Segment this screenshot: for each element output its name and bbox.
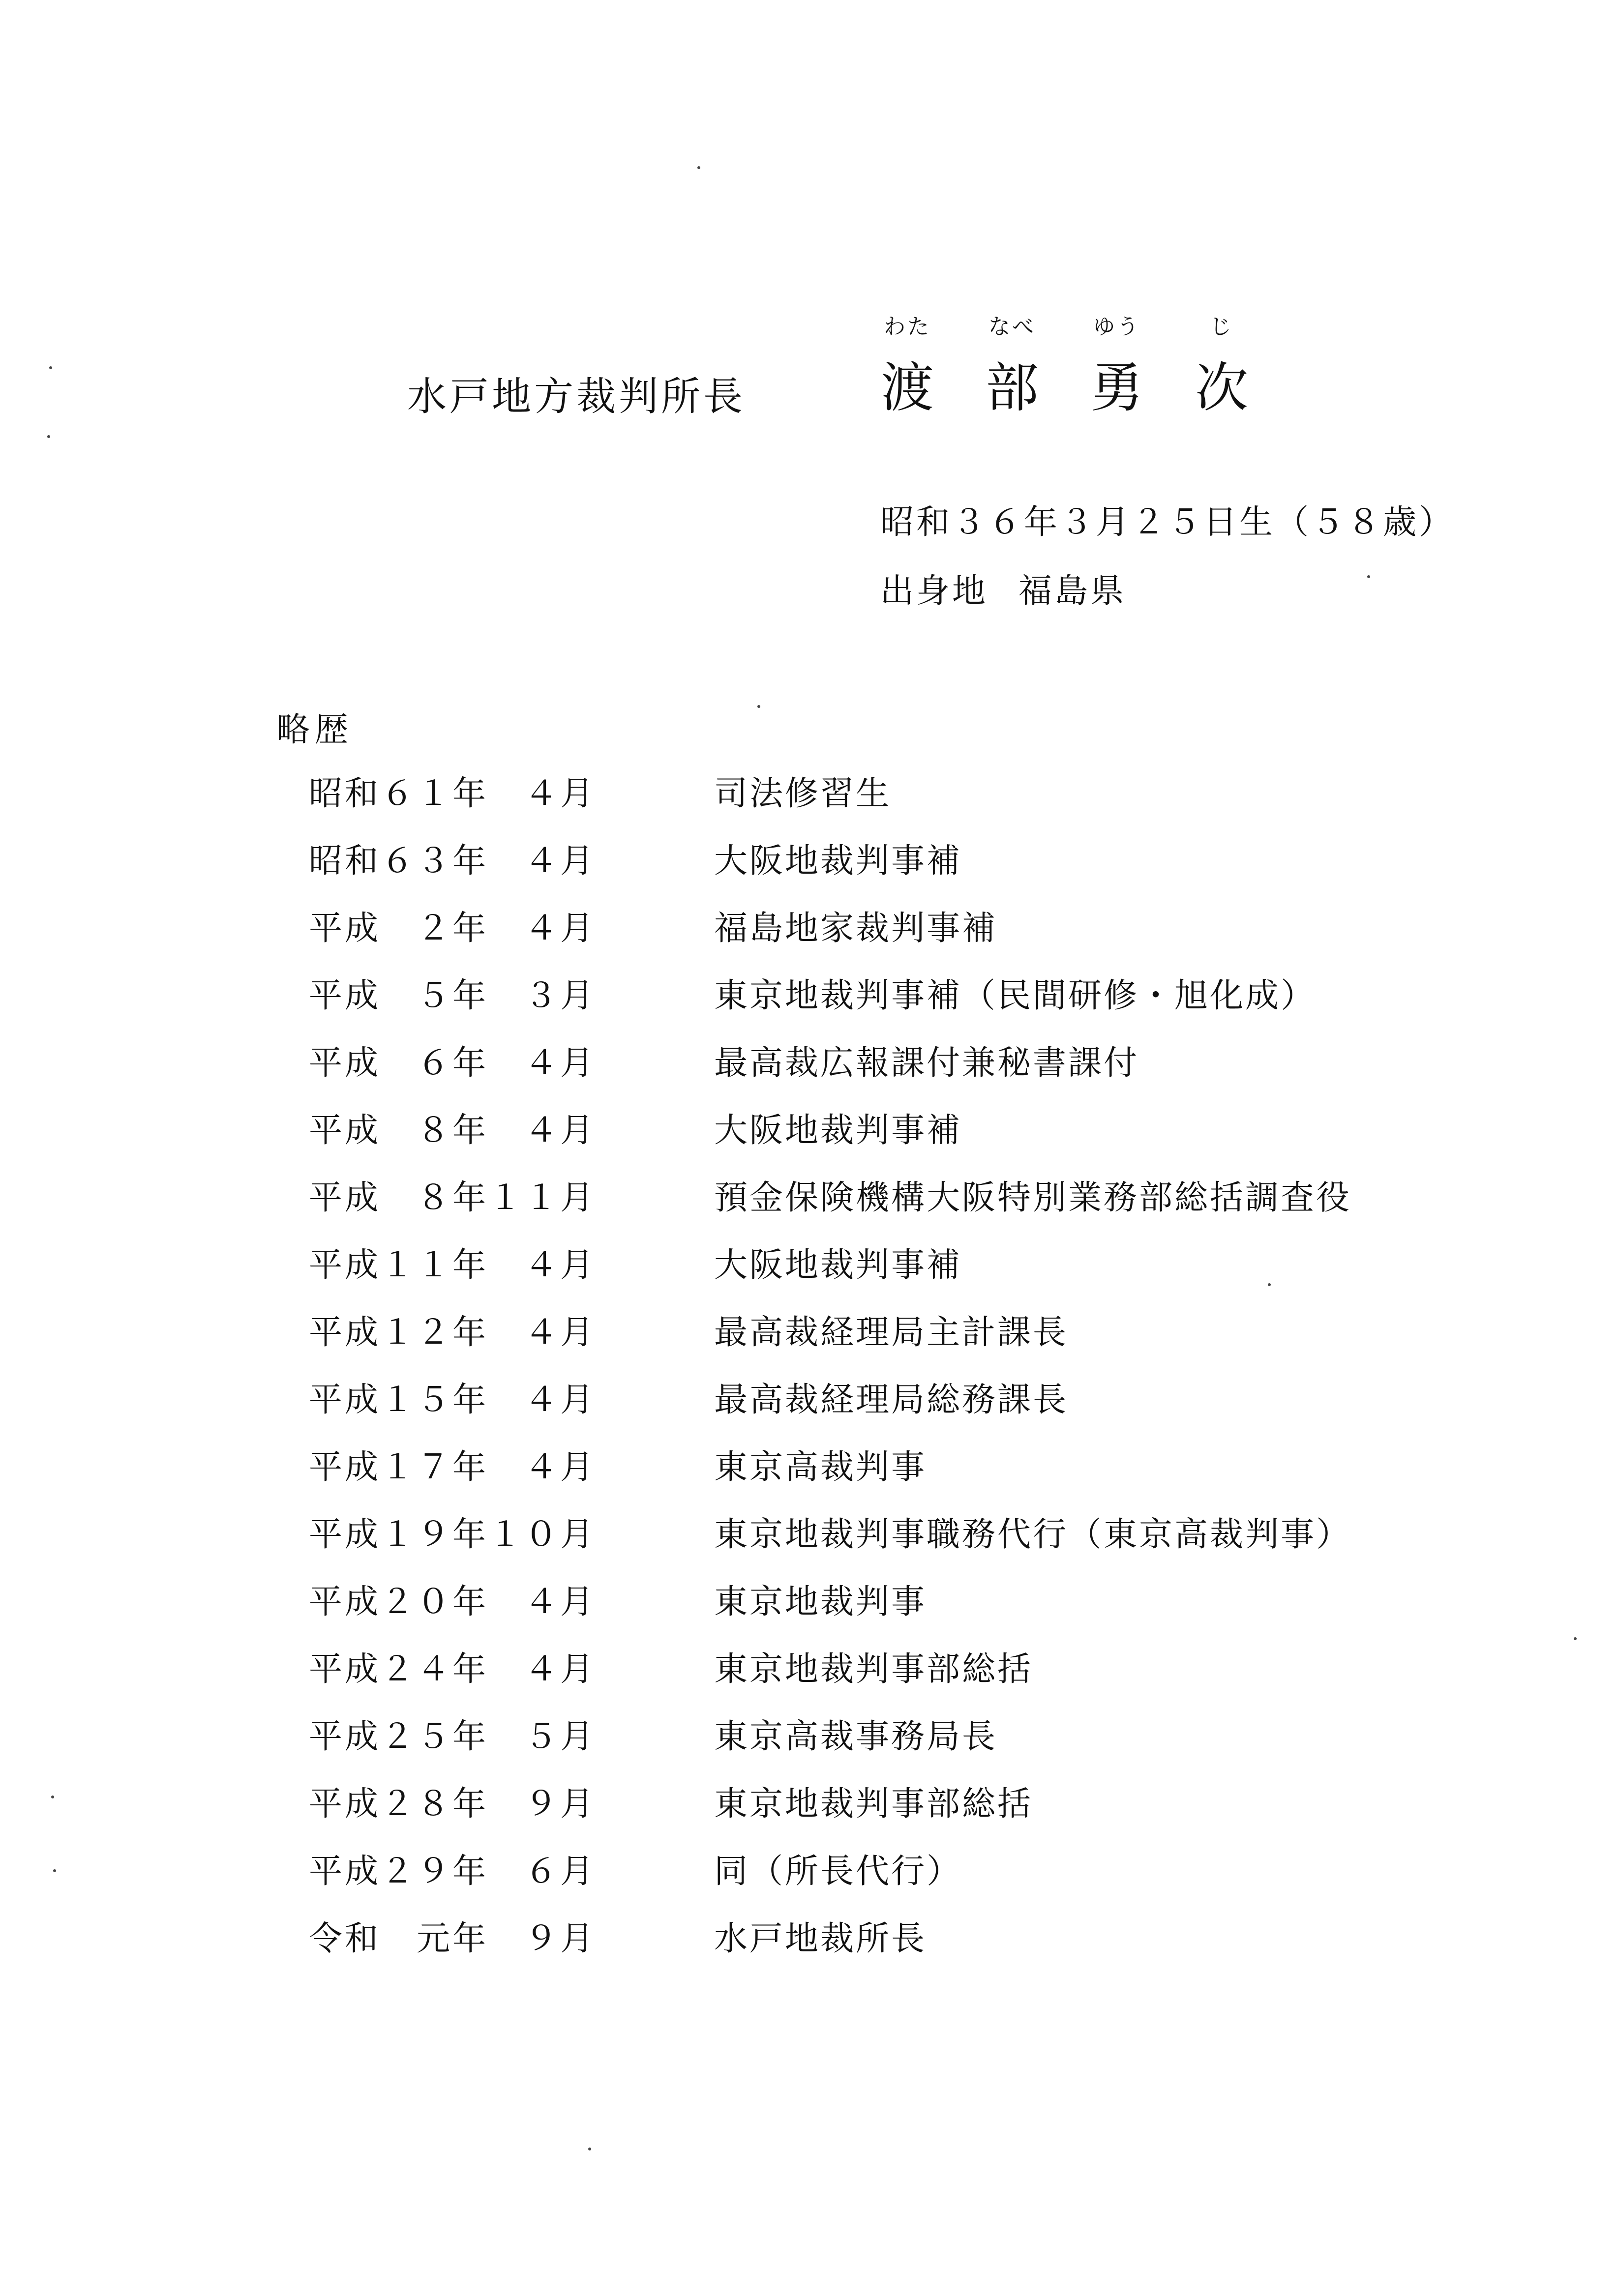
name-char: 勇 [1090,357,1143,419]
career-row [0,1104,1617,1163]
career-date: 平成２８年 ９月 [309,1785,597,1824]
scan-speck [1268,1283,1271,1286]
career-date: 平成１１年 ４月 [309,1246,597,1285]
career-row [0,834,1617,893]
career-row [0,1306,1617,1365]
career-position: 最高裁経理局総務課長 [714,1381,1069,1419]
career-position: 大阪地裁判事補 [714,1246,962,1285]
career-row [0,1373,1617,1432]
birth-date: 昭和３６年３月２５日生（５８歳） [880,503,1455,542]
career-row [0,1845,1617,1904]
scan-speck [697,166,700,169]
career-date: 平成１７年 ４月 [309,1448,597,1487]
career-row [0,1171,1617,1230]
career-row [0,1643,1617,1702]
career-date: 平成 ５年 ３月 [309,976,597,1015]
career-date: 平成２５年 ５月 [309,1717,597,1756]
career-position: 東京地裁判事部総括 [714,1785,1033,1824]
scan-speck [1574,1637,1577,1640]
name-ruby: じ [1210,314,1233,339]
name-char: 渡 [880,357,934,419]
career-row [0,902,1617,961]
person-name [875,315,1269,423]
career-position: 東京地裁判事 [714,1583,927,1621]
career-date: 平成２９年 ６月 [309,1852,597,1891]
birthplace-label: 出身地 [880,572,988,611]
scan-speck [53,1869,56,1872]
career-position: 大阪地裁判事補 [714,842,962,881]
career-row [0,1036,1617,1095]
career-position: 福島地家裁判事補 [714,909,998,948]
scan-speck [1367,575,1370,578]
career-row [0,969,1617,1028]
career-heading: 略歴 [276,710,354,749]
career-position: 最高裁広報課付兼秘書課付 [714,1044,1139,1083]
career-date: 昭和６１年 ４月 [309,774,597,813]
career-date: 平成２４年 ４月 [309,1650,597,1689]
scan-speck [757,705,760,708]
career-date: 平成 ６年 ４月 [309,1044,597,1083]
scan-speck [47,435,50,438]
career-date: 平成１２年 ４月 [309,1313,597,1352]
career-position: 東京高裁事務局長 [714,1717,998,1756]
career-row [0,767,1617,826]
career-date: 平成１９年１０月 [309,1515,597,1554]
office-title: 水戸地方裁判所長 [407,374,746,419]
career-row [0,1912,1617,1971]
career-row [0,1441,1617,1500]
name-char: 部 [985,357,1039,419]
career-row [0,1777,1617,1836]
career-position: 水戸地裁所長 [714,1919,927,1958]
career-date: 平成１５年 ４月 [309,1381,597,1419]
career-date: 昭和６３年 ４月 [309,842,597,881]
career-position: 東京高裁判事 [714,1448,927,1487]
scan-speck [49,366,52,369]
career-position: 東京地裁判事職務代行（東京高裁判事） [714,1515,1352,1554]
career-position: 東京地裁判事部総括 [714,1650,1033,1689]
career-position: 預金保険機構大阪特別業務部総括調査役 [714,1178,1352,1217]
career-row [0,1575,1617,1634]
career-row [0,1238,1617,1297]
career-position: 大阪地裁判事補 [714,1111,962,1150]
career-date: 令和 元年 ９月 [309,1919,597,1958]
career-position: 最高裁経理局主計課長 [714,1313,1069,1352]
name-ruby: わた [884,314,931,339]
name-ruby: なべ [988,314,1036,339]
birthplace [880,564,1126,612]
career-position: 東京地裁判事補（民間研修・旭化成） [714,976,1317,1015]
career-position: 同（所長代行） [714,1852,962,1891]
name-ruby: ゆう [1093,314,1140,339]
career-row [0,1508,1617,1567]
career-date: 平成 ８年１１月 [309,1178,597,1217]
career-date: 平成 ８年 ４月 [309,1111,597,1150]
career-date: 平成 ２年 ４月 [309,909,597,948]
career-row [0,1710,1617,1769]
name-char: 次 [1195,357,1248,419]
birthplace-value: 福島県 [1018,572,1127,611]
career-position: 司法修習生 [714,774,892,813]
career-date: 平成２０年 ４月 [309,1583,597,1621]
scan-speck [51,1796,54,1798]
scan-speck [588,2148,591,2150]
